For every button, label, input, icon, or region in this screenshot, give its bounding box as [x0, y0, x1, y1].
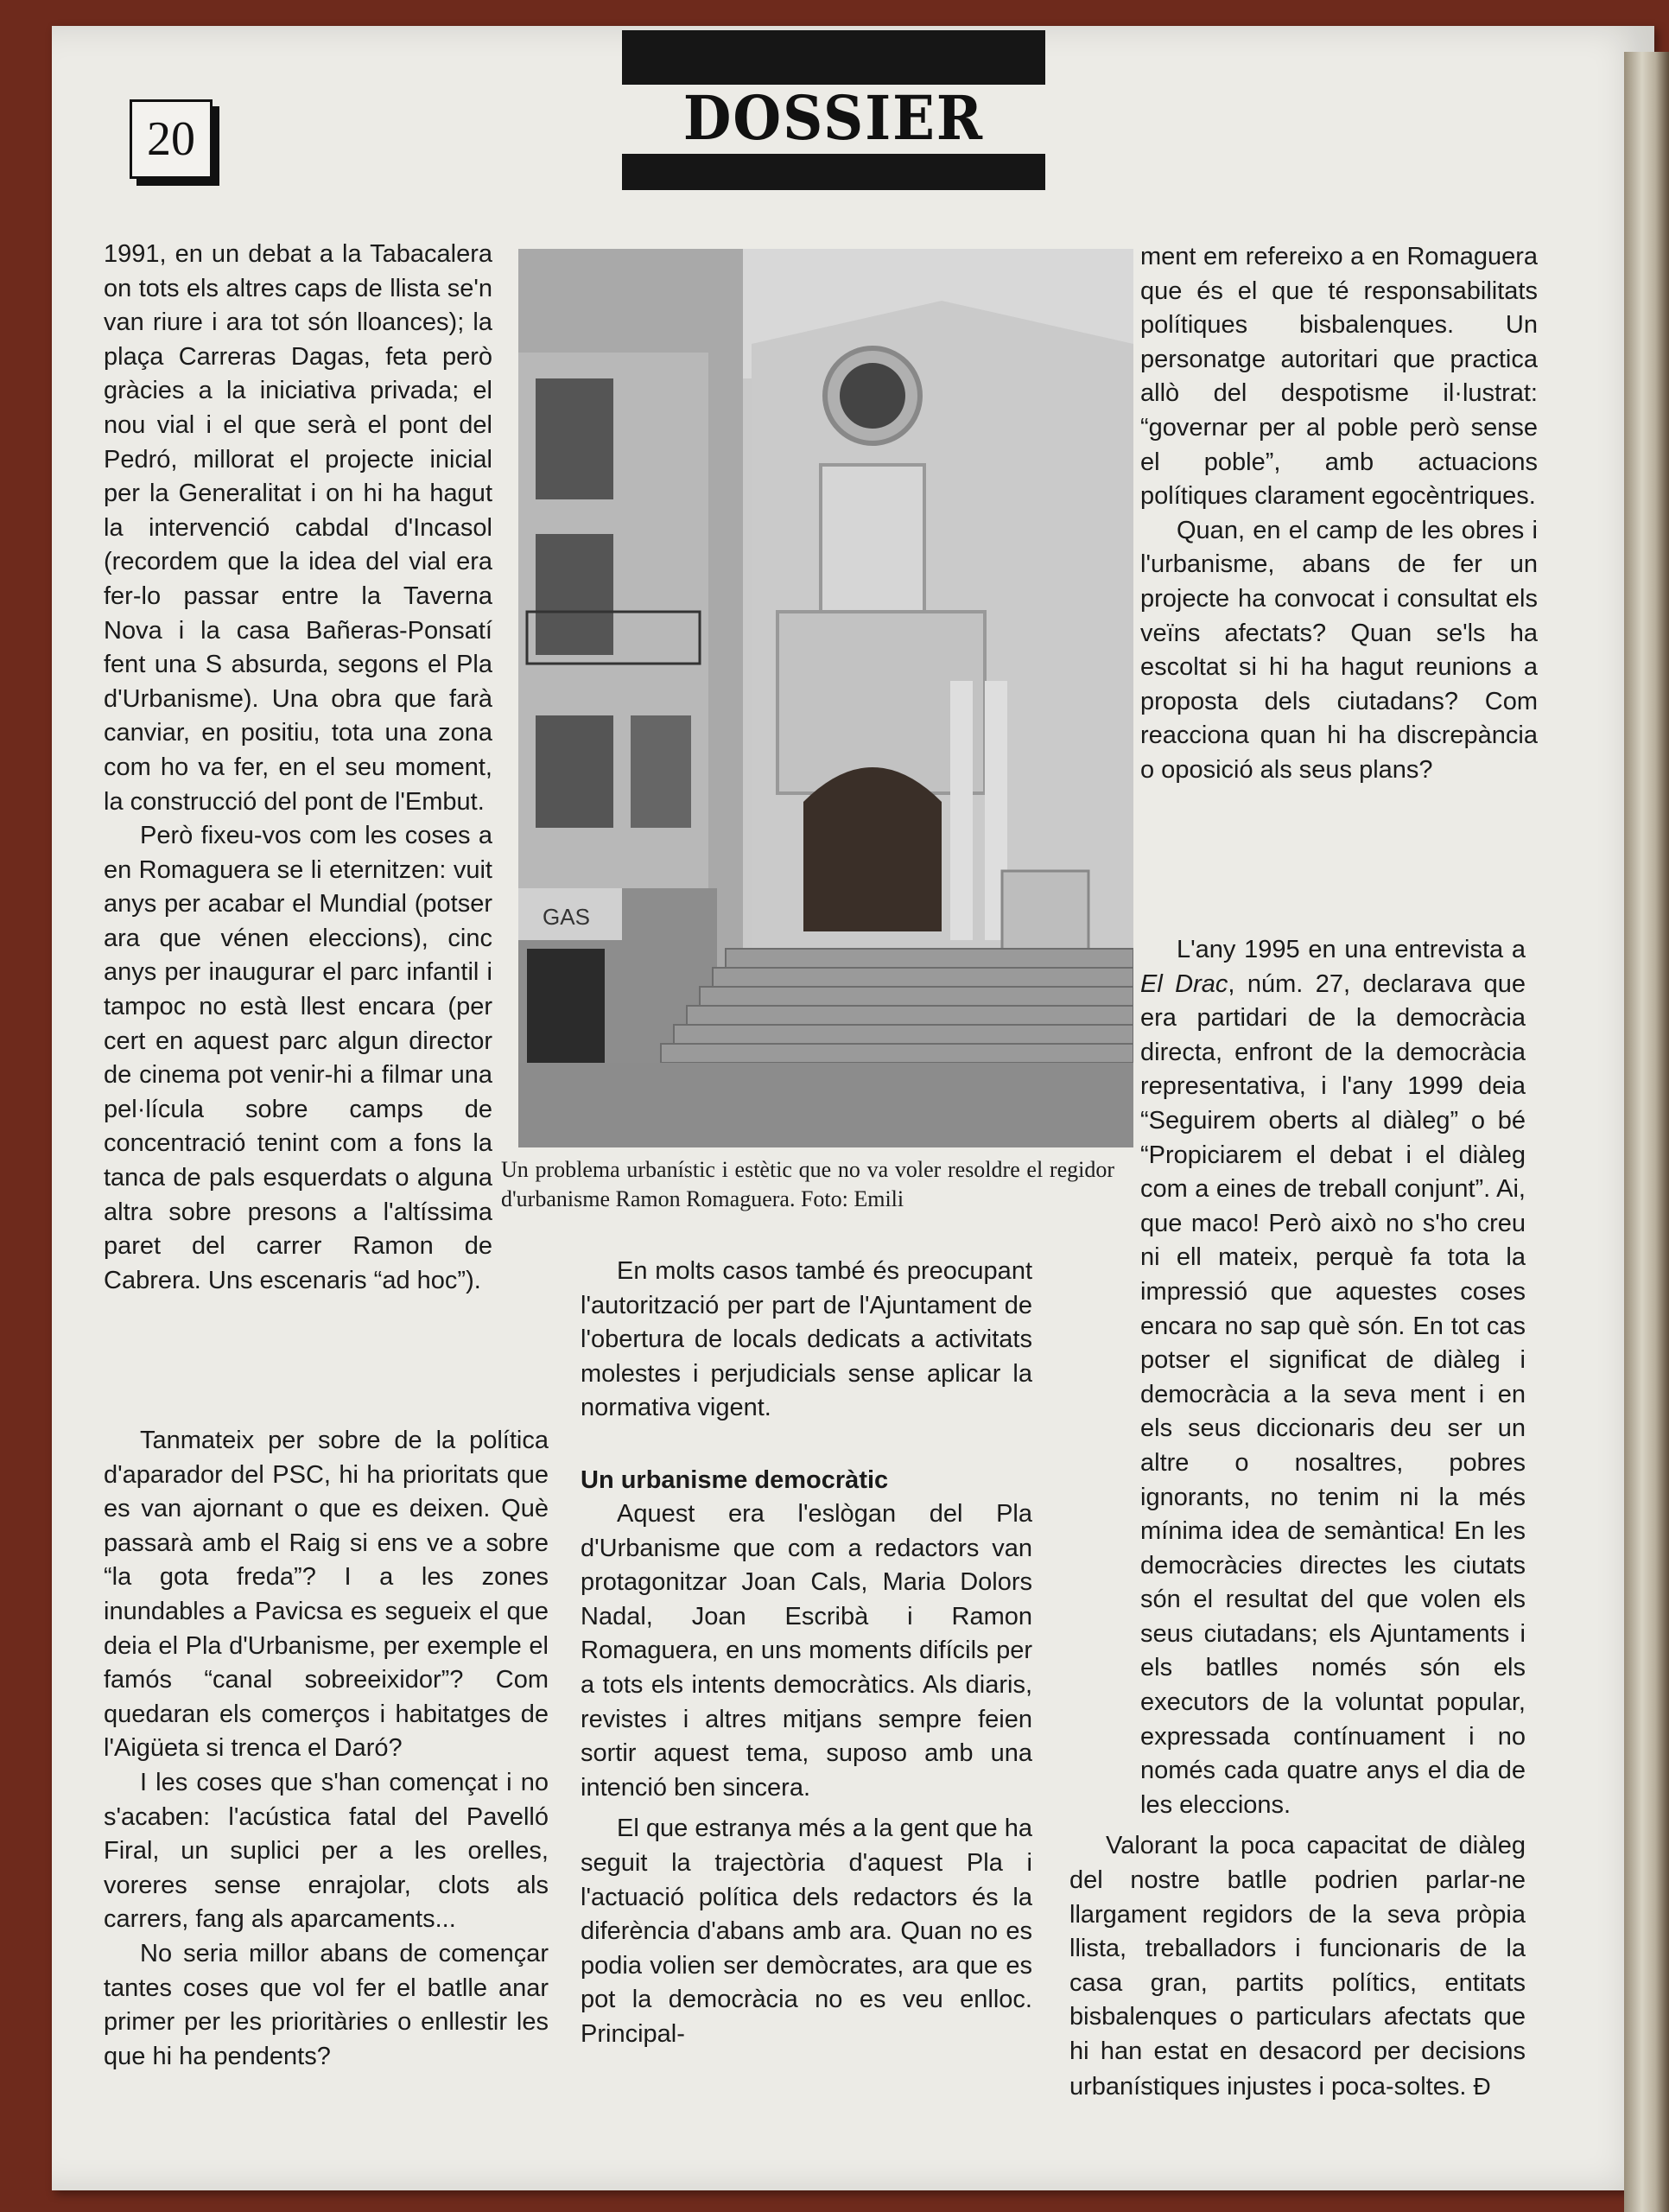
paragraph: Però fixeu-vos com les coses a en Romaguera se li eternitzen: vuit anys per acabar el Mundial (potser ara que vénen eleccions), cinc anys per inaugurar el parc infantil i tampoc no està llest encara (per cert en aquest parc algun director de cinema pot venir-hi a filmar una pel·lícula sobre camps de concentració tenint com a fons la tanca de pals esquerdats o alguna altra sobre presons a l'altíssima paret del carrer Ramon de Cabrera. Uns escenaris “ad hoc”).: [104, 822, 492, 1294]
paragraph: [1140, 933, 1526, 1822]
paragraph: En molts casos també és preocupant l'autorització per part de l'Ajuntament de l'obertura de locals dedicats a activitats molestes i perjudicials sense aplicar la normativa vigent.: [581, 1257, 1032, 1422]
paragraph: Tanmateix per sobre de la política d'aparador del PSC, hi ha prioritats que es van ajornant o que es deixen. Què passarà amb el Raig si ens ve a sobre “la gota freda”? I a les zones inundables a Pavicsa es segueix el que deia el Pla d'Urbanisme, per exemple el famós “canal sobreeixidor”? Com quedaran els comerços i habitatges de l'Aigüeta si trenca el Daró?: [104, 1427, 549, 1763]
article-column-1-lower: [104, 1424, 549, 2074]
subheading: Un urbanisme democràtic: [581, 1465, 889, 1494]
text: L'any 1995 en una entrevista a: [1177, 936, 1526, 963]
text: Valorant la poca capacitat de diàleg del nostre batlle podrien parlar-ne llargament regidors de la seva pròpia llista, treballadors i funcionaris de la casa gran, partits polítics, entitats bisbalenques o particulars afectats que hi han estat en desacord per decisions urbanístiques injustes i poca-soltes.: [1069, 1832, 1526, 2101]
paragraph: Aquest era l'eslògan del Pla d'Urbanisme que com a redactors van protagonitzar Joan Cals, Maria Dolors Nadal, Joan Escribà i Ramon Romaguera, en uns moments difícils per a tots els intents democràtics. Als diaris, revistes i altres mitjans sempre feien sortir aquest tema, suposo amb una intenció ben sincera.: [581, 1499, 1032, 1802]
page-number: 20: [130, 99, 213, 179]
text: , núm. 27, declarava que era partidari de la democràcia directa, enfront de la democràcia representativa, i l'any 1999 deia “Seguirem oberts al diàleg” o bé “Propiciarem el debat i el diàleg com a eines de treball conjunt”. Ai, que maco! Però això no s'ho creu ni ell mateix, perquè fa tota la impressió que aquestes coses encara no sap què són. En tot cas potser el significat de diàleg i democràcia a la seva ment i en els seus diccionaris deu ser un altre o nosaltres, pobres ignorants, no tenim ni la més mínima idea de semàntica! En les democràcies directes les ciutats són el resultat del que volen els seus ciutadans; els Ajuntaments i els batlles només són els executors de la voluntat popular, expressada contínuament i no només cada quatre anys el dia de les eleccions.: [1140, 969, 1526, 1819]
article-column-1: [104, 238, 492, 1298]
photo-caption: Un problema urbanístic i estètic que no va voler resoldre el regidor d'urbanisme Ramon Romaguera. Foto: Emili: [501, 1157, 1114, 1211]
photo-illustration: [518, 249, 1133, 1147]
article-column-2: [581, 1255, 1032, 2051]
end-of-article-icon: Ð: [1473, 2072, 1491, 2100]
paragraph: No seria millor abans de començar tantes coses que vol fer el batlle anar primer per les prioritàries o enllestir les que hi ha pendents?: [104, 1939, 549, 2070]
magazine-title: El Drac: [1140, 969, 1228, 998]
church-facade-photo: [518, 249, 1133, 1147]
paragraph: Quan, en el camp de les obres i l'urbanisme, abans de fer un projecte ha convocat i consultat els veïns afectats? Quan se'ls ha escoltat si hi ha hagut reunions a proposta dels ciutadans? Com reacciona quan hi ha discrepància o oposició als seus plans?: [1140, 516, 1538, 784]
article-column-3-lower: [1069, 933, 1526, 2104]
shop-sign: GAS: [543, 904, 590, 930]
paragraph: ment em refereixo a en Romaguera que és el que té responsabilitats polítiques bisbalenques. Un personatge autoritari que practica allò del despotisme il·lustrat: “governar per al poble però sense el poble”, amb actuacions polítiques clarament egocèntriques.: [1140, 243, 1538, 511]
book-gutter: [1624, 52, 1669, 2212]
paragraph: 1991, en un debat a la Tabacalera on tots els altres caps de llista se'n van riure i ara tot són lloances); la plaça Carreras Dagas, feta però gràcies a la iniciativa privada; el nou vial i el que serà el pont del Pedró, millorat el projecte inicial per la Generalitat i on hi ha hagut la intervenció cabdal d'Incasol (recordem que la idea del vial era fer-lo passar entre la Taverna Nova i la casa Bañeras-Ponsatí fent una S absurda, segons el Pla d'Urbanisme). Una obra que farà canviar, en positiu, tota una zona com ho va fer, en el seu moment, la construcció del pont de l'Embut.: [104, 240, 492, 816]
section-title: DOSSIER: [682, 83, 985, 155]
paragraph: El que estranya més a la gent que ha seguit la trajectòria d'aquest Pla i l'actuació política dels redactors és la diferència d'abans amb ara. Quan no es podia volien ser demòcrates, ara que es pot la democràcia no es veu enlloc. Principal-: [581, 1815, 1032, 2048]
paragraph: I les coses que s'han començat i no s'acaben: l'acústica fatal del Pavelló Firal, un suplici per a les orelles, voreres sense enrajolar, clots als carrers, fang als aparcaments...: [104, 1768, 549, 1934]
paragraph: [1069, 1829, 1526, 2104]
article-column-3: [1140, 240, 1538, 788]
